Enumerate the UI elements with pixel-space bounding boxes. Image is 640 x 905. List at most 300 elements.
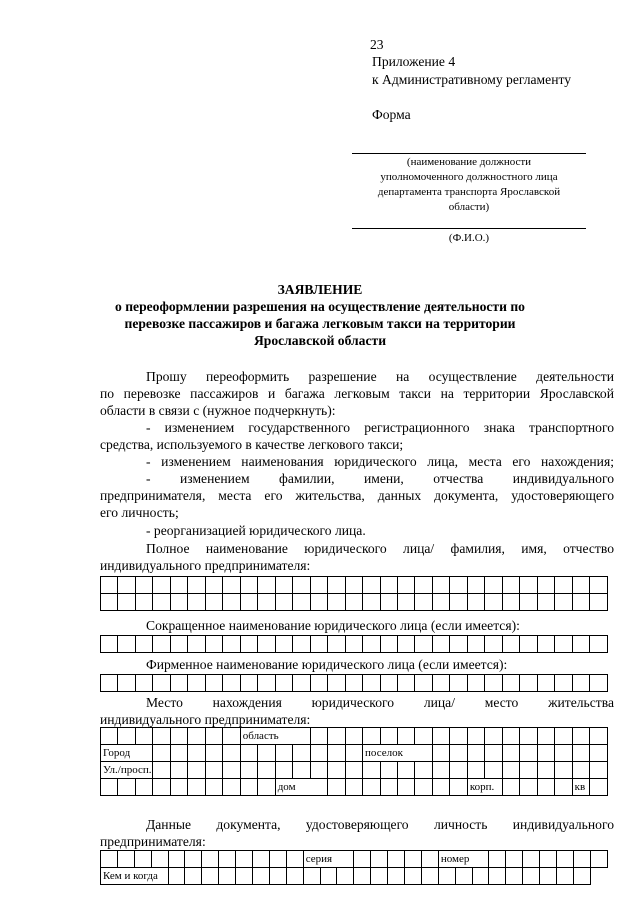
letter-cell[interactable] <box>101 851 118 868</box>
letter-cell[interactable] <box>188 636 205 653</box>
letter-cell[interactable] <box>415 675 432 692</box>
letter-cell[interactable] <box>371 851 388 868</box>
letter-cell[interactable] <box>275 577 292 594</box>
letter-cell[interactable] <box>205 728 222 745</box>
letter-cell[interactable] <box>502 745 519 762</box>
letter-cell[interactable] <box>537 745 554 762</box>
short-name-grid[interactable] <box>100 635 608 653</box>
letter-cell[interactable] <box>380 577 397 594</box>
reason-item: - изменением государственного регистрационного знака транспортного <box>146 420 614 435</box>
document-heading: ЗАЯВЛЕНИЕ <box>277 282 363 297</box>
letter-cell[interactable] <box>118 675 135 692</box>
letter-cell[interactable] <box>363 728 380 745</box>
letter-cell[interactable] <box>205 745 222 762</box>
brand-name-grid[interactable] <box>100 674 608 692</box>
letter-cell[interactable] <box>485 636 502 653</box>
letter-cell[interactable] <box>472 868 489 885</box>
page-number: 23 <box>370 37 384 52</box>
letter-cell[interactable] <box>506 868 523 885</box>
letter-cell[interactable] <box>170 779 187 796</box>
letter-cell[interactable] <box>101 577 118 594</box>
letter-cell[interactable] <box>101 636 118 653</box>
letter-cell[interactable] <box>153 745 170 762</box>
letter-cell[interactable] <box>520 675 537 692</box>
letter-cell[interactable] <box>293 762 310 779</box>
letter-cell[interactable] <box>380 636 397 653</box>
letter-cell[interactable] <box>258 594 275 611</box>
letter-cell[interactable] <box>572 675 589 692</box>
letter-cell[interactable] <box>450 728 467 745</box>
letter-cell[interactable] <box>188 762 205 779</box>
letter-cell[interactable] <box>432 728 449 745</box>
letter-cell[interactable] <box>153 675 170 692</box>
letter-cell[interactable] <box>450 762 467 779</box>
letter-cell[interactable] <box>135 594 152 611</box>
letter-cell[interactable] <box>540 851 557 868</box>
letter-cell[interactable] <box>537 594 554 611</box>
letter-cell[interactable] <box>118 577 135 594</box>
letter-cell[interactable] <box>328 594 345 611</box>
letter-cell[interactable] <box>240 745 257 762</box>
letter-cell[interactable] <box>205 675 222 692</box>
letter-cell[interactable] <box>467 636 484 653</box>
letter-cell[interactable] <box>240 636 257 653</box>
letter-cell[interactable] <box>590 577 608 594</box>
letter-cell[interactable] <box>397 762 414 779</box>
full-name-grid[interactable] <box>100 576 608 611</box>
letter-cell[interactable] <box>415 577 432 594</box>
letter-cell[interactable] <box>320 868 337 885</box>
letter-cell[interactable] <box>397 636 414 653</box>
letter-cell[interactable] <box>310 728 327 745</box>
letter-cell[interactable] <box>557 868 574 885</box>
letter-cell[interactable] <box>170 728 187 745</box>
letter-cell[interactable] <box>240 762 257 779</box>
letter-cell[interactable] <box>153 594 170 611</box>
letter-cell[interactable] <box>555 745 572 762</box>
apartment-label: кв <box>572 779 589 796</box>
address-grid[interactable] <box>100 727 608 796</box>
letter-cell[interactable] <box>590 762 608 779</box>
letter-cell[interactable] <box>236 851 253 868</box>
letter-cell[interactable] <box>485 762 502 779</box>
letter-cell[interactable] <box>555 675 572 692</box>
letter-cell[interactable] <box>135 675 152 692</box>
letter-cell[interactable] <box>258 745 275 762</box>
letter-cell[interactable] <box>537 675 554 692</box>
letter-cell[interactable] <box>363 636 380 653</box>
letter-cell[interactable] <box>328 745 345 762</box>
letter-cell[interactable] <box>170 762 187 779</box>
letter-cell[interactable] <box>502 577 519 594</box>
letter-cell[interactable] <box>135 636 152 653</box>
request-text: области в связи с (нужное подчеркнуть): <box>100 403 336 418</box>
letter-cell[interactable] <box>485 675 502 692</box>
letter-cell[interactable] <box>345 728 362 745</box>
letter-cell[interactable] <box>293 745 310 762</box>
document-label: предпринимателя: <box>100 834 206 849</box>
letter-cell[interactable] <box>502 636 519 653</box>
letter-cell[interactable] <box>397 728 414 745</box>
letter-cell[interactable] <box>253 851 270 868</box>
letter-cell[interactable] <box>572 636 589 653</box>
letter-cell[interactable] <box>153 779 170 796</box>
letter-cell[interactable] <box>523 851 540 868</box>
reason-item: предпринимателя, места его жительства, данных документа, удостоверяющего <box>100 488 614 503</box>
letter-cell[interactable] <box>223 745 240 762</box>
letter-cell[interactable] <box>388 868 405 885</box>
letter-cell[interactable] <box>520 636 537 653</box>
letter-cell[interactable] <box>188 577 205 594</box>
letter-cell[interactable] <box>520 577 537 594</box>
letter-cell[interactable] <box>590 594 608 611</box>
letter-cell[interactable] <box>223 577 240 594</box>
letter-cell[interactable] <box>380 779 397 796</box>
letter-cell[interactable] <box>258 636 275 653</box>
letter-cell[interactable] <box>258 675 275 692</box>
letter-cell[interactable] <box>573 851 590 868</box>
reason-item: - реорганизацией юридического лица. <box>146 523 366 538</box>
letter-cell[interactable] <box>345 636 362 653</box>
letter-cell[interactable] <box>310 762 327 779</box>
letter-cell[interactable] <box>555 779 572 796</box>
letter-cell[interactable] <box>236 868 253 885</box>
letter-cell[interactable] <box>185 868 202 885</box>
letter-cell[interactable] <box>240 594 257 611</box>
letter-cell[interactable] <box>467 745 484 762</box>
letter-cell[interactable] <box>415 779 432 796</box>
letter-cell[interactable] <box>188 594 205 611</box>
letter-cell[interactable] <box>432 762 449 779</box>
letter-cell[interactable] <box>118 779 135 796</box>
letter-cell[interactable] <box>557 851 574 868</box>
letter-cell[interactable] <box>450 636 467 653</box>
letter-cell[interactable] <box>363 762 380 779</box>
document-row-series <box>101 851 608 868</box>
letter-cell[interactable] <box>455 868 472 885</box>
letter-cell[interactable] <box>170 636 187 653</box>
request-text: Прошу переоформить разрешение на осуществление деятельности <box>146 369 614 384</box>
letter-cell[interactable] <box>590 745 608 762</box>
letter-cell[interactable] <box>467 577 484 594</box>
letter-cell[interactable] <box>293 636 310 653</box>
letter-cell[interactable] <box>450 675 467 692</box>
letter-cell[interactable] <box>303 868 320 885</box>
letter-cell[interactable] <box>432 594 449 611</box>
address-row-street <box>101 762 608 779</box>
short-name-label: Сокращенное наименование юридического лица (если имеется): <box>146 618 520 633</box>
letter-cell[interactable] <box>205 636 222 653</box>
letter-cell[interactable] <box>573 868 590 885</box>
letter-cell[interactable] <box>223 728 240 745</box>
letter-cell[interactable] <box>286 868 303 885</box>
letter-cell[interactable] <box>502 675 519 692</box>
position-caption: департамента транспорта Ярославской <box>377 186 561 198</box>
letter-cell[interactable] <box>205 762 222 779</box>
letter-cell[interactable] <box>153 636 170 653</box>
letter-cell[interactable] <box>388 851 405 868</box>
letter-cell[interactable] <box>269 851 286 868</box>
letter-cell[interactable] <box>117 851 134 868</box>
letter-cell[interactable] <box>205 779 222 796</box>
letter-cell[interactable] <box>467 594 484 611</box>
letter-cell[interactable] <box>310 636 327 653</box>
letter-cell[interactable] <box>537 728 554 745</box>
letter-cell[interactable] <box>135 779 152 796</box>
full-name-label: Полное наименование юридического лица/ фамилия, имя, отчество <box>146 541 614 556</box>
letter-cell[interactable] <box>380 728 397 745</box>
letter-cell[interactable] <box>188 728 205 745</box>
letter-cell[interactable] <box>328 779 345 796</box>
letter-cell[interactable] <box>258 577 275 594</box>
letter-cell[interactable] <box>328 636 345 653</box>
letter-cell[interactable] <box>555 762 572 779</box>
letter-cell[interactable] <box>168 868 185 885</box>
fio-line <box>352 228 586 229</box>
letter-cell[interactable] <box>450 594 467 611</box>
letter-cell[interactable] <box>118 636 135 653</box>
letter-cell[interactable] <box>328 762 345 779</box>
letter-cell[interactable] <box>397 675 414 692</box>
letter-cell[interactable] <box>202 868 219 885</box>
letter-cell[interactable] <box>170 594 187 611</box>
letter-cell[interactable] <box>293 594 310 611</box>
letter-cell[interactable] <box>258 762 275 779</box>
letter-cell[interactable] <box>415 636 432 653</box>
letter-cell[interactable] <box>537 762 554 779</box>
document-label: Данные документа, удостоверяющего личность индивидуального <box>146 817 614 832</box>
letter-cell[interactable] <box>275 594 292 611</box>
letter-cell[interactable] <box>467 762 484 779</box>
letter-cell[interactable] <box>310 577 327 594</box>
letter-cell[interactable] <box>467 728 484 745</box>
letter-cell[interactable] <box>485 728 502 745</box>
address-row-house <box>101 779 608 796</box>
letter-cell[interactable] <box>253 868 270 885</box>
letter-cell[interactable] <box>450 577 467 594</box>
letter-cell[interactable] <box>170 577 187 594</box>
letter-cell[interactable] <box>555 728 572 745</box>
letter-cell[interactable] <box>293 675 310 692</box>
address-row-city <box>101 745 608 762</box>
letter-cell[interactable] <box>572 594 589 611</box>
document-row-issued <box>101 868 608 885</box>
regulation-label: к Административному регламенту <box>372 72 572 87</box>
letter-cell[interactable] <box>555 636 572 653</box>
letter-cell[interactable] <box>590 636 608 653</box>
letter-cell[interactable] <box>310 745 327 762</box>
letter-cell[interactable] <box>345 762 362 779</box>
letter-cell[interactable] <box>405 868 422 885</box>
letter-cell[interactable] <box>170 745 187 762</box>
letter-cell[interactable] <box>328 577 345 594</box>
letter-cell[interactable] <box>134 851 151 868</box>
letter-cell[interactable] <box>269 868 286 885</box>
letter-cell[interactable] <box>432 675 449 692</box>
letter-cell[interactable] <box>415 728 432 745</box>
number-label: номер <box>438 851 489 868</box>
letter-cell[interactable] <box>354 851 371 868</box>
letter-cell[interactable] <box>502 779 519 796</box>
letter-cell[interactable] <box>537 636 554 653</box>
fio-caption: (Ф.И.О.) <box>448 232 490 244</box>
letter-cell[interactable] <box>371 868 388 885</box>
letter-cell[interactable] <box>415 762 432 779</box>
letter-cell[interactable] <box>537 577 554 594</box>
letter-cell[interactable] <box>520 745 537 762</box>
letter-cell[interactable] <box>337 868 354 885</box>
letter-cell[interactable] <box>101 779 118 796</box>
letter-cell[interactable] <box>537 779 554 796</box>
letter-cell[interactable] <box>415 594 432 611</box>
letter-cell[interactable] <box>310 675 327 692</box>
letter-cell[interactable] <box>520 762 537 779</box>
reason-item: средства, используемого в качестве легкового такси; <box>100 437 404 452</box>
letter-cell[interactable] <box>520 728 537 745</box>
street-label: Ул./просп. <box>101 762 153 779</box>
letter-cell[interactable] <box>380 675 397 692</box>
letter-cell[interactable] <box>275 675 292 692</box>
letter-cell[interactable] <box>540 868 557 885</box>
letter-cell[interactable] <box>223 762 240 779</box>
address-row-region <box>101 728 608 745</box>
letter-cell[interactable] <box>421 868 438 885</box>
letter-cell[interactable] <box>520 594 537 611</box>
location-label: индивидуального предпринимателя: <box>100 712 311 727</box>
letter-cell[interactable] <box>363 779 380 796</box>
letter-cell[interactable] <box>506 851 523 868</box>
letter-cell[interactable] <box>286 851 303 868</box>
letter-cell[interactable] <box>345 577 362 594</box>
letter-cell[interactable] <box>101 675 118 692</box>
letter-cell[interactable] <box>397 594 414 611</box>
letter-cell[interactable] <box>572 577 589 594</box>
position-line <box>352 153 586 154</box>
letter-cell[interactable] <box>328 675 345 692</box>
letter-cell[interactable] <box>590 851 607 868</box>
letter-cell[interactable] <box>223 594 240 611</box>
letter-cell[interactable] <box>185 851 202 868</box>
letter-cell[interactable] <box>432 577 449 594</box>
letter-cell[interactable] <box>363 577 380 594</box>
letter-cell[interactable] <box>555 577 572 594</box>
letter-cell[interactable] <box>485 577 502 594</box>
letter-cell[interactable] <box>405 851 422 868</box>
letter-cell[interactable] <box>153 728 170 745</box>
letter-cell[interactable] <box>101 594 118 611</box>
letter-cell[interactable] <box>363 594 380 611</box>
letter-cell[interactable] <box>135 577 152 594</box>
issued-by-label: Кем и когда <box>101 868 169 885</box>
letter-cell[interactable] <box>485 594 502 611</box>
letter-cell[interactable] <box>153 762 170 779</box>
letter-cell[interactable] <box>572 745 589 762</box>
form-label: Форма <box>372 107 411 122</box>
letter-cell[interactable] <box>118 594 135 611</box>
letter-cell[interactable] <box>188 779 205 796</box>
letter-cell[interactable] <box>219 851 236 868</box>
letter-cell[interactable] <box>345 675 362 692</box>
letter-cell[interactable] <box>275 745 292 762</box>
letter-cell[interactable] <box>489 868 506 885</box>
letter-cell[interactable] <box>219 868 236 885</box>
letter-cell[interactable] <box>135 728 152 745</box>
letter-cell[interactable] <box>275 762 292 779</box>
letter-cell[interactable] <box>555 594 572 611</box>
letter-cell[interactable] <box>590 675 608 692</box>
document-title: перевозке пассажиров и багажа легковым такси на территории <box>124 316 516 331</box>
letter-cell[interactable] <box>223 779 240 796</box>
letter-cell[interactable] <box>328 728 345 745</box>
letter-cell[interactable] <box>345 594 362 611</box>
letter-cell[interactable] <box>170 675 187 692</box>
letter-cell[interactable] <box>590 779 608 796</box>
letter-cell[interactable] <box>205 594 222 611</box>
letter-cell[interactable] <box>450 779 467 796</box>
letter-cell[interactable] <box>354 868 371 885</box>
letter-cell[interactable] <box>397 779 414 796</box>
letter-cell[interactable] <box>293 577 310 594</box>
letter-cell[interactable] <box>432 779 449 796</box>
letter-cell[interactable] <box>438 868 455 885</box>
letter-cell[interactable] <box>432 745 449 762</box>
letter-cell[interactable] <box>489 851 506 868</box>
letter-cell[interactable] <box>188 745 205 762</box>
brand-name-label: Фирменное наименование юридического лица (если имеется): <box>146 657 508 672</box>
letter-cell[interactable] <box>168 851 185 868</box>
letter-cell[interactable] <box>523 868 540 885</box>
letter-cell[interactable] <box>151 851 168 868</box>
letter-cell[interactable] <box>421 851 438 868</box>
letter-cell[interactable] <box>205 577 222 594</box>
request-text: по перевозке пассажиров и багажа легковым такси на территории Ярославской <box>100 386 614 401</box>
position-caption: (наименование должности <box>406 156 532 168</box>
letter-cell[interactable] <box>223 675 240 692</box>
document-grid[interactable] <box>100 850 608 885</box>
letter-cell[interactable] <box>502 762 519 779</box>
document-title: Ярославской области <box>253 333 387 348</box>
letter-cell[interactable] <box>202 851 219 868</box>
letter-cell[interactable] <box>240 577 257 594</box>
letter-cell[interactable] <box>363 675 380 692</box>
letter-cell[interactable] <box>240 675 257 692</box>
letter-cell[interactable] <box>572 728 589 745</box>
letter-cell[interactable] <box>485 745 502 762</box>
letter-cell[interactable] <box>275 636 292 653</box>
letter-cell[interactable] <box>380 594 397 611</box>
letter-cell[interactable] <box>467 675 484 692</box>
letter-cell[interactable] <box>572 762 589 779</box>
letter-cell[interactable] <box>520 779 537 796</box>
letter-cell[interactable] <box>223 636 240 653</box>
letter-cell[interactable] <box>345 779 362 796</box>
letter-cell[interactable] <box>153 577 170 594</box>
letter-cell[interactable] <box>502 728 519 745</box>
letter-cell[interactable] <box>450 745 467 762</box>
letter-cell[interactable] <box>118 728 135 745</box>
letter-cell[interactable] <box>502 594 519 611</box>
letter-cell[interactable] <box>188 675 205 692</box>
letter-cell[interactable] <box>101 728 118 745</box>
letter-cell[interactable] <box>380 762 397 779</box>
letter-cell[interactable] <box>397 577 414 594</box>
letter-cell[interactable] <box>345 745 362 762</box>
letter-cell[interactable] <box>258 779 275 796</box>
letter-cell[interactable] <box>590 728 608 745</box>
letter-cell[interactable] <box>432 636 449 653</box>
letter-cell[interactable] <box>240 779 257 796</box>
letter-cell[interactable] <box>310 594 327 611</box>
